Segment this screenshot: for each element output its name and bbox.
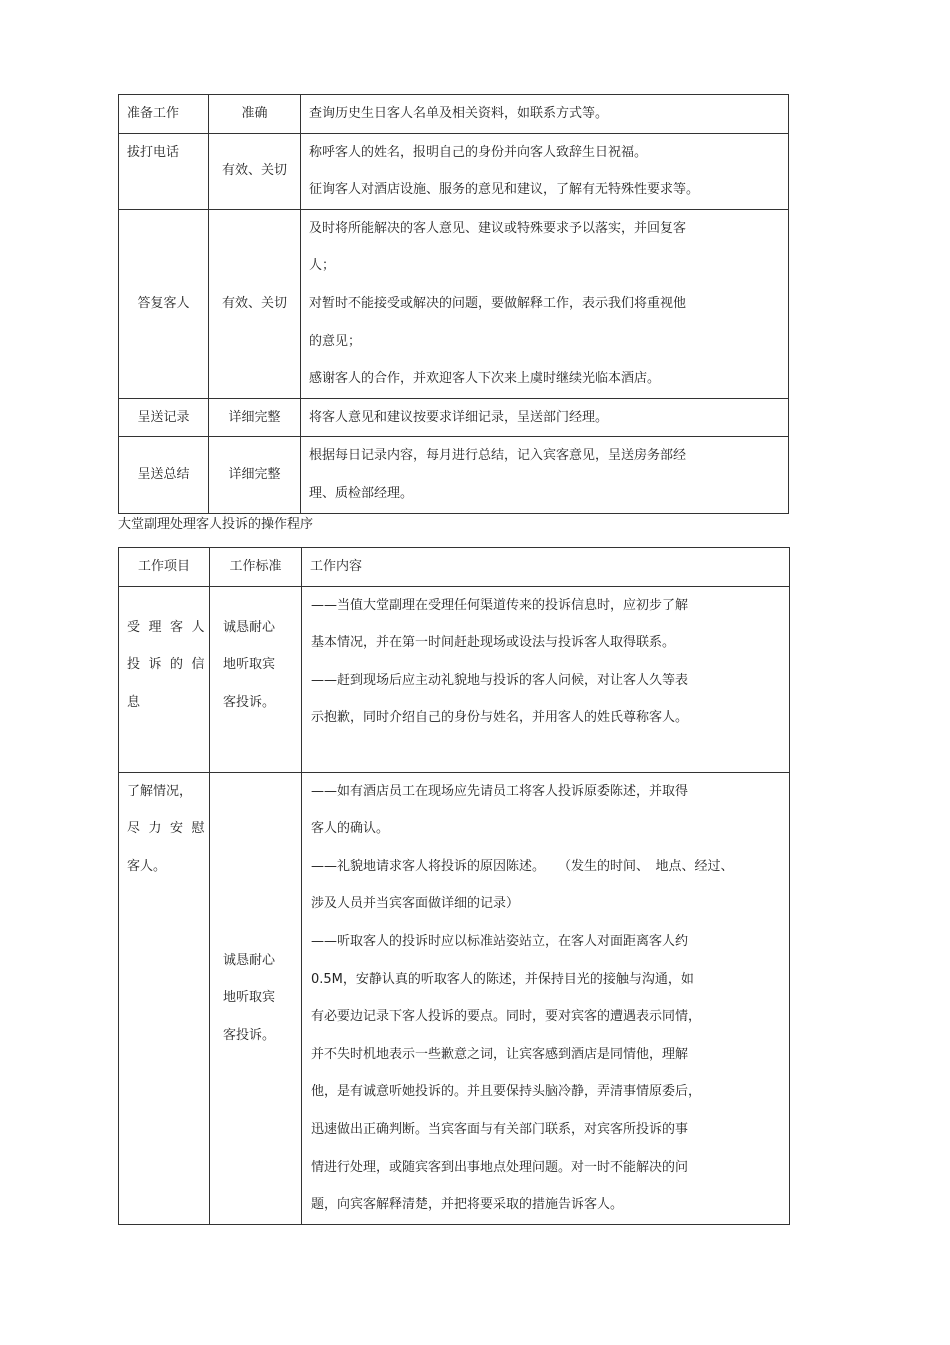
complaint-procedure-table	[118, 547, 790, 1225]
item-text: 呈送记录	[137, 409, 190, 425]
content-line: ——当值大堂副理在受理任何渠道传来的投诉信息时，应初步了解	[311, 597, 689, 613]
content-line: 并不失时机地表示一些歉意之词，让宾客感到酒店是同情他，理解	[311, 1046, 689, 1062]
content-line: ——礼貌地请求客人将投诉的原因陈述。 （发生的时间、 地点、经过、	[311, 858, 734, 874]
birthday-call-table	[118, 94, 789, 514]
content-line: 情进行处理，或随宾客到出事地点处理问题。对一时不能解决的问	[311, 1159, 689, 1175]
standard-cell	[210, 586, 302, 772]
content-line: 对暂时不能接受或解决的问题，要做解释工作，表示我们将重视他	[309, 295, 687, 311]
content-line: 客人的确认。	[311, 821, 390, 837]
table-header-row	[119, 548, 790, 587]
content-line: 基本情况，并在第一时间赶赴现场或设法与投诉客人取得联系。	[311, 635, 676, 651]
item-text: 拔打电话	[127, 144, 180, 160]
item-cell	[119, 398, 209, 437]
content-cell	[302, 586, 790, 772]
table-row	[119, 437, 789, 513]
standard-cell	[210, 772, 302, 1224]
content-line: ——赶到现场后应主动礼貌地与投诉的客人问候，对让客人久等表	[311, 672, 689, 688]
standard-text: 地听取宾	[223, 657, 276, 673]
content-line: 题，向宾客解释清楚，并把将要采取的措施告诉客人。	[311, 1197, 624, 1213]
section-caption: 大堂副理处理客人投诉的操作程序	[118, 517, 314, 532]
item-cell	[119, 133, 209, 209]
table-row	[119, 398, 789, 437]
content-line: 迅速做出正确判断。当宾客面与有关部门联系，对宾客所投诉的事	[311, 1121, 689, 1137]
header-standard	[210, 548, 302, 587]
content-line: 征询客人对酒店设施、服务的意见和建议，了解有无特殊性要求等。	[309, 182, 700, 198]
table-row	[119, 133, 789, 209]
content-line: 有必要边记录下客人投诉的要点。同时，要对宾客的遭遇表示同情，	[311, 1009, 702, 1025]
table-row	[119, 209, 789, 398]
content-line: 及时将所能解决的客人意见、建议或特殊要求予以落实，并回复客	[309, 220, 687, 236]
item-cell	[119, 772, 214, 1224]
content-line: 他，是有诚意听她投诉的。并且要保持头脑冷静，弄清事情原委后，	[311, 1084, 702, 1100]
content-line: 0.5M，安静认真的听取客人的陈述，并保持目光的接触与沟通，如	[311, 971, 694, 987]
content-line: 示抱歉，同时介绍自己的身份与姓名，并用客人的姓氏尊称客人。	[311, 710, 689, 726]
content-cell	[302, 772, 790, 1224]
standard-text: 客投诉。	[223, 1027, 276, 1043]
item-cell	[119, 586, 214, 772]
content-line: 查询历史生日客人名单及相关资料，如联系方式等。	[309, 106, 609, 121]
item-text: 准备工作	[127, 106, 180, 121]
item-cell	[119, 437, 209, 513]
content-cell	[301, 437, 789, 513]
standard-cell	[209, 437, 301, 513]
item-cell	[119, 95, 209, 134]
standard-cell	[209, 95, 301, 134]
content-cell	[301, 133, 789, 209]
table-row	[119, 586, 790, 772]
content-line: 涉及人员并当宾客面做详细的记录）	[311, 896, 520, 912]
standard-text: 诚恳耐心	[223, 619, 276, 635]
item-text: 投诉的信	[127, 657, 214, 673]
item-text: 客人。	[127, 858, 167, 874]
standard-cell	[209, 133, 301, 209]
content-line: 理、质检部经理。	[309, 485, 414, 501]
content-cell	[301, 398, 789, 437]
standard-text: 有效、关切	[221, 163, 287, 179]
standard-text: 准确	[241, 106, 268, 121]
standard-text: 详细完整	[228, 467, 281, 483]
standard-cell	[209, 398, 301, 437]
item-text: 受理客人	[127, 619, 214, 635]
content-line: 将客人意见和建议按要求详细记录，呈送部门经理。	[309, 409, 609, 425]
standard-cell	[209, 209, 301, 398]
standard-text: 有效、关切	[221, 295, 287, 311]
standard-text: 详细完整	[228, 409, 281, 425]
header-text: 工作内容	[310, 559, 363, 574]
item-text: 尽力安慰	[127, 821, 214, 837]
content-cell	[301, 209, 789, 398]
header-text: 工作项目	[137, 559, 190, 574]
standard-text: 地听取宾	[223, 990, 276, 1006]
content-line: 感谢客人的合作，并欢迎客人下次来上虞时继续光临本酒店。	[309, 371, 661, 387]
header-text: 工作标准	[229, 559, 282, 574]
content-line: 根据每日记录内容，每月进行总结，记入宾客意见，呈送房务部经	[309, 448, 687, 464]
content-cell	[301, 95, 789, 134]
content-line: 人；	[309, 258, 336, 274]
content-line: ——听取客人的投诉时应以标准站姿站立，在客人对面距离客人约	[311, 933, 689, 949]
item-text: 了解情况，	[127, 783, 193, 799]
content-line: ——如有酒店员工在现场应先请员工将客人投诉原委陈述，并取得	[311, 783, 689, 799]
content-line: 的意见；	[309, 333, 362, 349]
standard-text: 客投诉。	[223, 694, 276, 710]
header-content	[302, 548, 790, 587]
standard-text: 诚恳耐心	[223, 952, 276, 968]
item-text: 呈送总结	[137, 467, 190, 483]
item-cell	[119, 209, 209, 398]
content-line: 称呼客人的姓名，报明自己的身份并向客人致辞生日祝福。	[309, 144, 648, 160]
table-row	[119, 95, 789, 134]
table-row	[119, 772, 790, 1224]
item-text: 答复客人	[137, 295, 190, 311]
item-text: 息	[127, 694, 141, 710]
header-item	[119, 548, 210, 587]
